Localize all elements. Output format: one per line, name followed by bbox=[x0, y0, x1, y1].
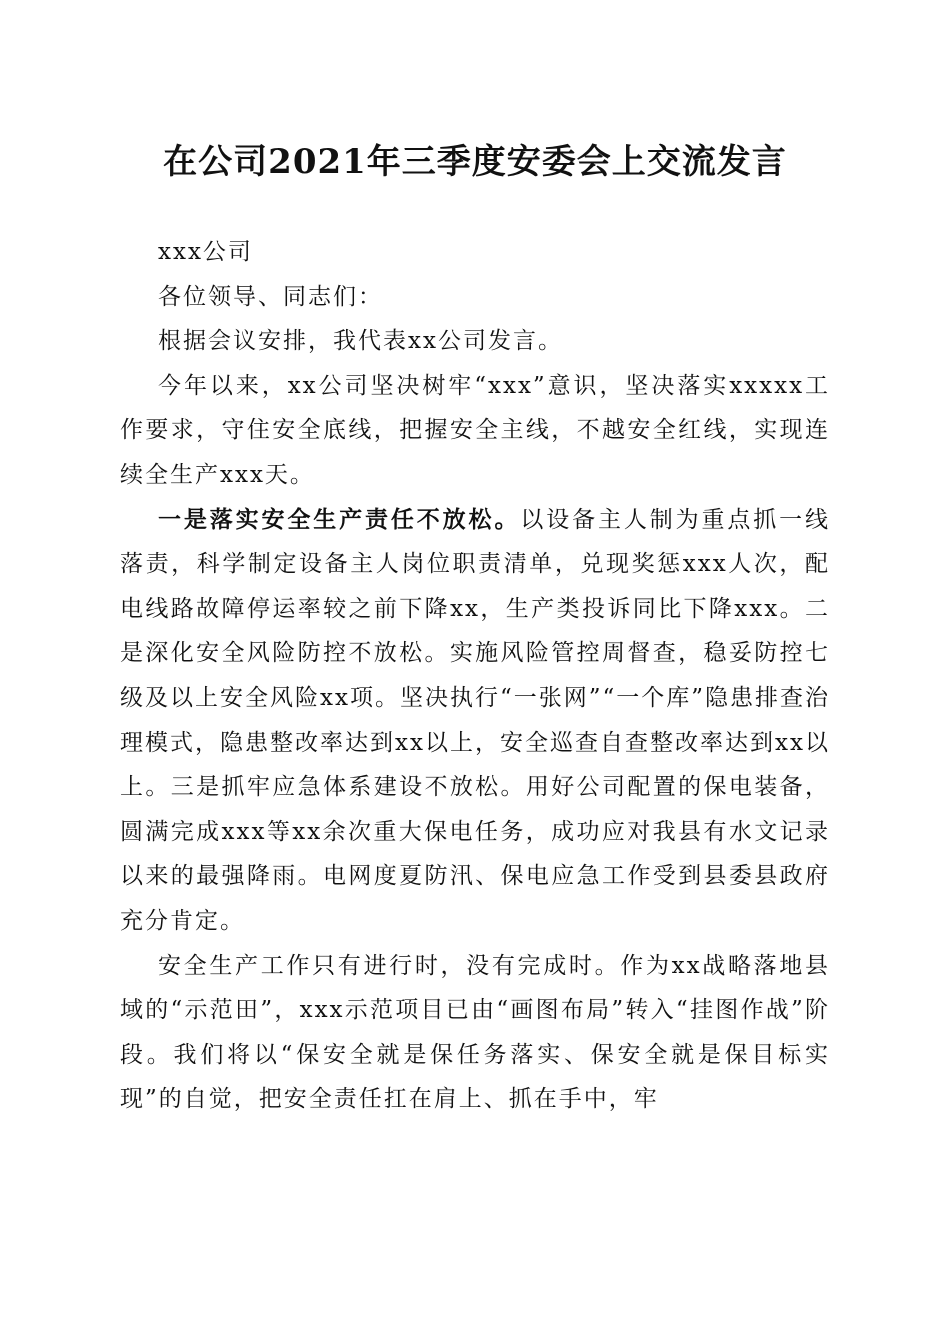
closing-paragraph: 安全生产工作只有进行时，没有完成时。作为xx战略落地县域的“示范田”，xxx示范项目已由“画图布局”转入“挂图作战”阶段。我们将以“保安全就是保任务落实、保安全就是保目标实现”的自觉，把安全责任扛在肩上、抓在手中，牢 bbox=[120, 952, 830, 1113]
document-title: 在公司2021年三季度安委会上交流发言 bbox=[163, 142, 787, 182]
salutation-line: 各位领导、同志们： bbox=[158, 283, 383, 310]
company-line: xxx公司 bbox=[158, 239, 253, 265]
overview-paragraph: 今年以来，xx公司坚决树牢“xxx”意识，坚决落实xxxxx工作要求，守住安全底线，把握安全主线，不越安全红线，实现连续全生产xxx天。 bbox=[120, 372, 830, 488]
point1-paragraph bbox=[120, 498, 830, 944]
point1-body: 以设备主人制为重点抓一线落责，科学制定设备主人岗位职责清单，兑现奖惩xxx人次，配电线路故障停运率较之前下降xx，生产类投诉同比下降xxx。二是深化安全风险防控不放松。实施风险管控周督查，稳妥防控七级及以上安全风险xx项。坚决执行“一张网”“一个库”隐患排查治理模式，隐患整改率达到xx以上，安全巡查自查整改率达到xx以上。三是抓牢应急体系建设不放松。用好公司配置的保电装备，圆满完成xxx等xx余次重大保电任务，成功应对我县有水文记录以来的最强降雨。电网度夏防汛、保电应急工作受到县委县政府充分肯定。 bbox=[120, 506, 831, 934]
document-body bbox=[120, 230, 830, 1122]
intro-paragraph: 根据会议安排，我代表xx公司发言。 bbox=[158, 328, 563, 355]
point1-lead: 一是落实安全生产责任不放松。 bbox=[158, 505, 521, 533]
